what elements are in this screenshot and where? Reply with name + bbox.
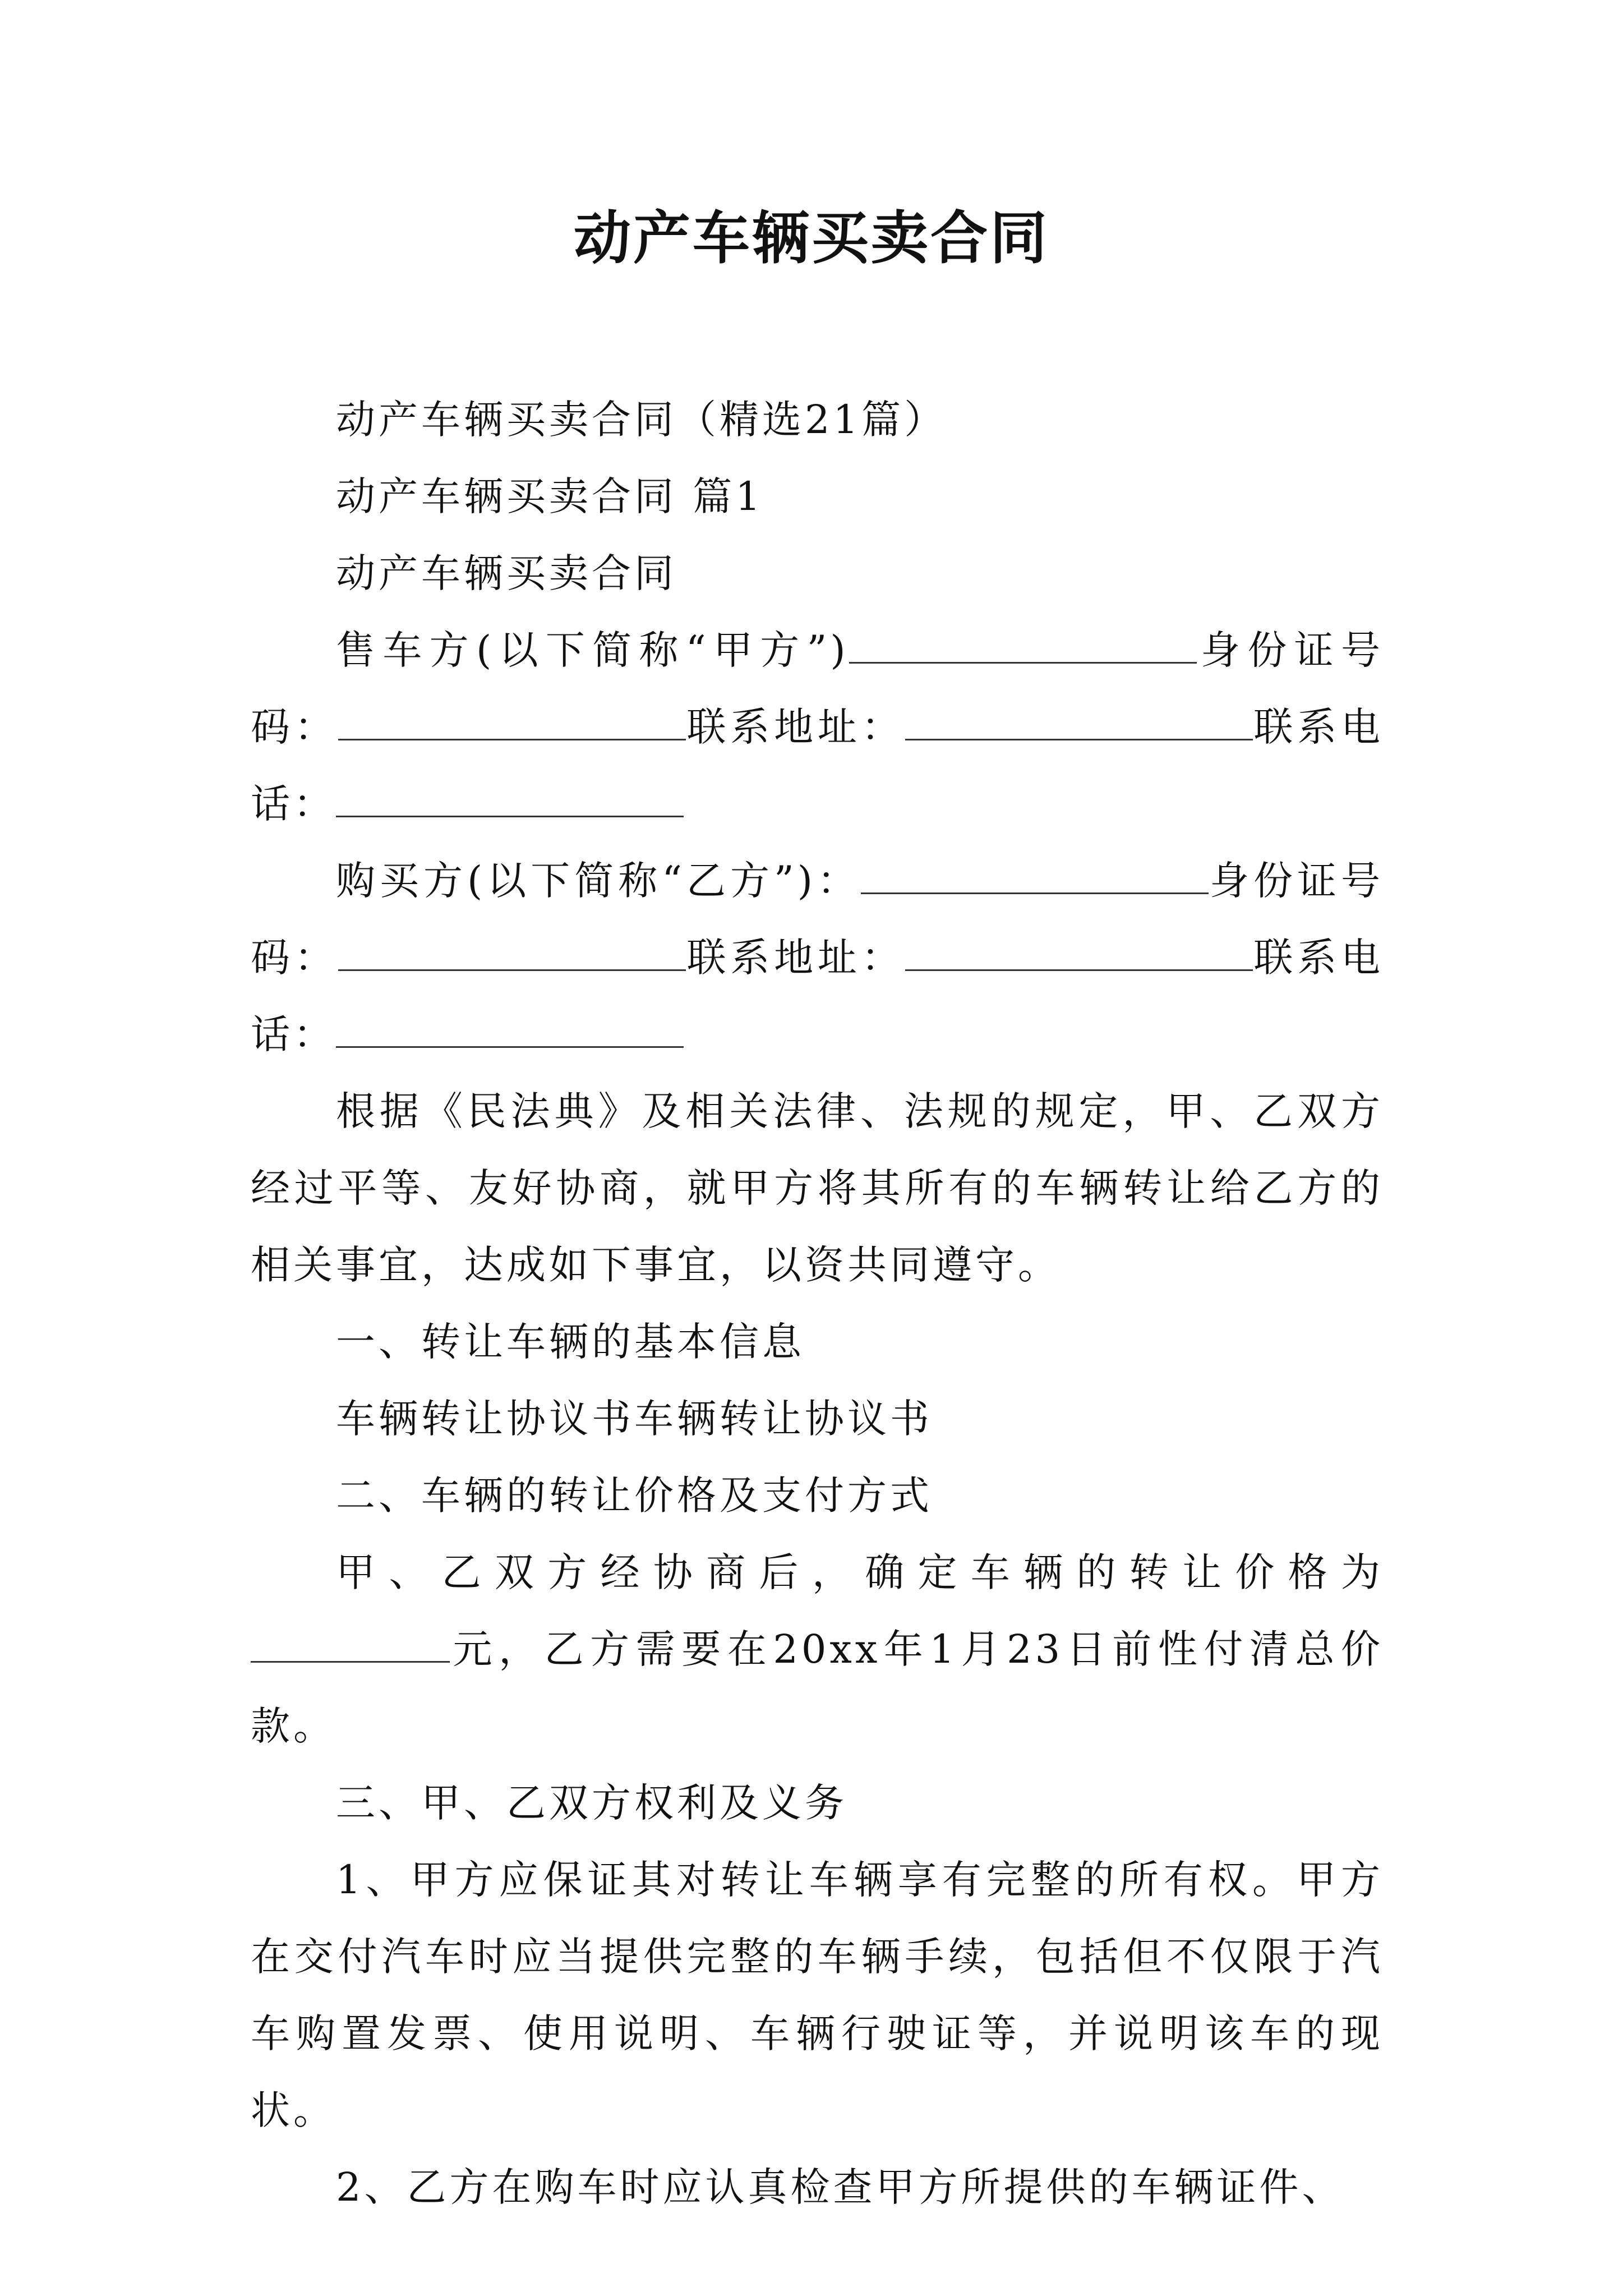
section-one-text: 车辆转让协议书车辆转让协议书 (336, 1396, 933, 1442)
section-heading: 动产车辆买卖合同 篇1 (336, 473, 764, 519)
contract-name: 动产车辆买卖合同 (336, 550, 677, 596)
seller-id-label: 身份证号码： (251, 627, 1384, 750)
seller-phone-blank (336, 781, 684, 817)
section-one-heading: 一、转让车辆的基本信息 (336, 1319, 805, 1365)
seller-name-blank (849, 627, 1197, 664)
preamble-paragraph: 根据《民法典》及相关法律、法规的规定，甲、乙双方经过平等、友好协商，就甲方将其所有的车辆转让给乙方的相关事宜，达成如下事宜，以资共同遵守。 (251, 1088, 1384, 1288)
subtitle-line: 动产车辆买卖合同（精选21篇） (336, 397, 947, 443)
buyer-address-blank (905, 935, 1253, 971)
price-text-a: 甲、乙双方经协商后，确定车辆的转让价格为 (336, 1549, 1384, 1595)
buyer-phone-label: 联系电话： (251, 935, 1384, 1057)
seller-label: 售车方(以下简称“甲方”) (336, 627, 849, 673)
buyer-id-label: 身份证号码： (251, 858, 1384, 981)
buyer-info (251, 843, 1384, 1073)
document-body (251, 381, 1384, 2226)
seller-info (251, 612, 1384, 843)
buyer-address-label: 联系地址： (685, 935, 905, 981)
buyer-id-blank (338, 935, 686, 971)
seller-id-blank (338, 704, 686, 740)
price-blank (251, 1626, 450, 1663)
seller-phone-label: 联系电话： (251, 704, 1384, 827)
seller-address-label: 联系地址： (685, 704, 905, 750)
buyer-name-blank (861, 858, 1209, 894)
section-three-heading: 三、甲、乙双方权利及义务 (336, 1780, 847, 1826)
clause-two: 2、乙方在购车时应认真检查甲方所提供的车辆证件、 (336, 2164, 1345, 2210)
section-two-heading: 二、车辆的转让价格及支付方式 (336, 1473, 933, 1519)
price-paragraph (251, 1534, 1384, 1765)
clause-one: 1、甲方应保证其对转让车辆享有完整的所有权。甲方在交付汽车时应当提供完整的车辆手续，包括但不仅限于汽车购置发票、使用说明、车辆行驶证等，并说明该车的现状。 (251, 1857, 1384, 2133)
buyer-label: 购买方(以下简称“乙方”)： (336, 858, 861, 904)
seller-address-blank (905, 704, 1253, 740)
document-title: 动产车辆买卖合同 (574, 205, 1049, 272)
buyer-phone-blank (336, 1011, 684, 1048)
price-text-b: 元，乙方需要在20xx年1月23日前性付清总价款。 (251, 1626, 1384, 1749)
